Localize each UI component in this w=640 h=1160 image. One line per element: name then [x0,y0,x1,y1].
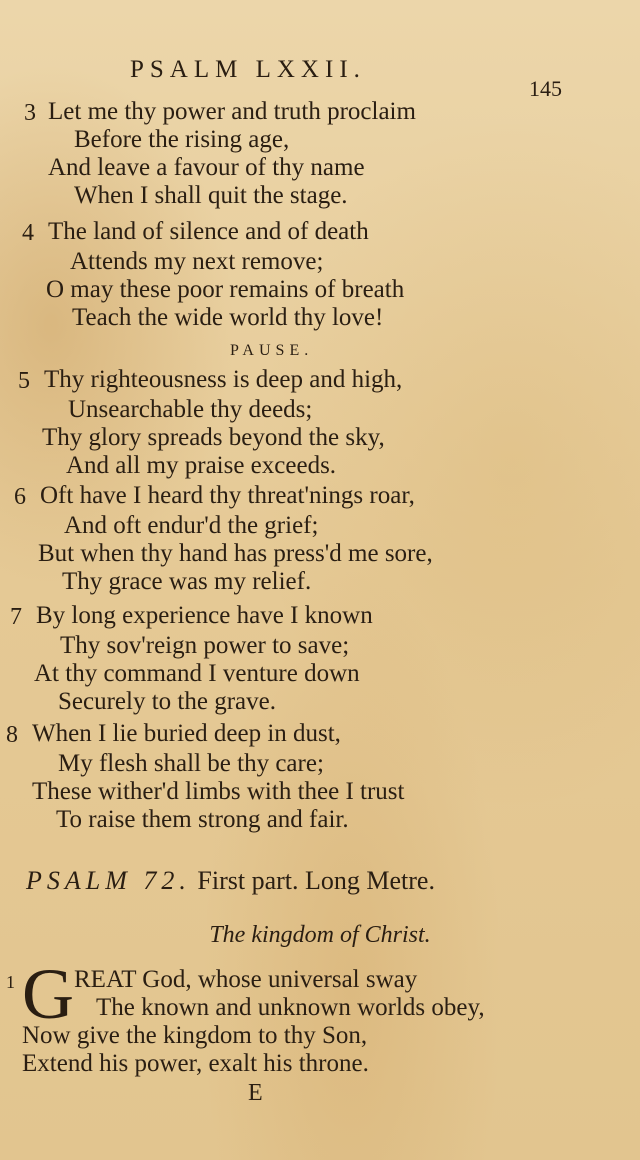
verse-line: Thy sov'reign power to save; [60,632,350,659]
psalm-heading [26,866,435,896]
verse-line: Attends my next remove; [70,248,324,275]
verse-line: At thy command I venture down [34,660,360,687]
verse-line: Thy righteousness is deep and high, [44,366,403,393]
verse-line: But when thy hand has press'd me sore, [38,540,433,567]
verse-line: Now give the kingdom to thy Son, [22,1022,368,1049]
verse-line: The known and unknown worlds obey, [96,994,485,1021]
verse-line: Thy glory spreads beyond the sky, [42,424,385,451]
psalm-heading-label: PSALM 72. [26,866,191,895]
verse-line: And leave a favour of thy name [48,154,365,181]
verse-line: REAT God, whose universal sway [74,966,418,993]
stanza-number: 8 [6,722,18,748]
verse-line: And oft endur'd the grief; [64,512,319,539]
stanza-number: 1 [6,972,15,992]
verse-line: Teach the wide world thy love! [72,304,384,331]
stanza-number: 3 [24,100,36,126]
verse-line: Extend his power, exalt his throne. [22,1050,369,1077]
verse-line: Oft have I heard thy threat'nings roar, [40,482,415,509]
signature-mark: E [248,1080,263,1106]
verse-line: Let me thy power and truth proclaim [48,98,416,125]
verse-line: By long experience have I known [36,602,373,629]
verse-line: My flesh shall be thy care; [58,750,324,777]
verse-line: Before the rising age, [74,126,290,153]
stanza-number: 6 [14,484,26,510]
verse-line: O may these poor remains of breath [46,276,405,303]
verse-line: When I shall quit the stage. [74,182,348,209]
page-header [0,56,640,101]
verse-line: The land of silence and of death [48,218,369,245]
verse-line: Unsearchable thy deeds; [68,396,313,423]
psalm-subtitle: The kingdom of Christ. [209,922,431,948]
verse-line: To raise them strong and fair. [56,806,349,833]
stanza-number: 5 [18,368,30,394]
verse-line: Thy grace was my relief. [62,568,312,595]
stanza-number: 4 [22,220,34,246]
verse-line: And all my praise exceeds. [66,452,337,479]
stanza-number: 7 [10,604,22,630]
page-number: 145 [529,76,562,101]
verse-line: These wither'd limbs with thee I trust [32,778,405,805]
verse-line: Securely to the grave. [58,688,276,715]
verse-line: When I lie buried deep in dust, [32,720,341,747]
running-title: PSALM LXXII. [130,56,366,83]
pause-label: PAUSE. [230,342,314,359]
drop-cap: G [22,954,74,1034]
psalm-heading-metre: First part. Long Metre. [197,866,435,895]
